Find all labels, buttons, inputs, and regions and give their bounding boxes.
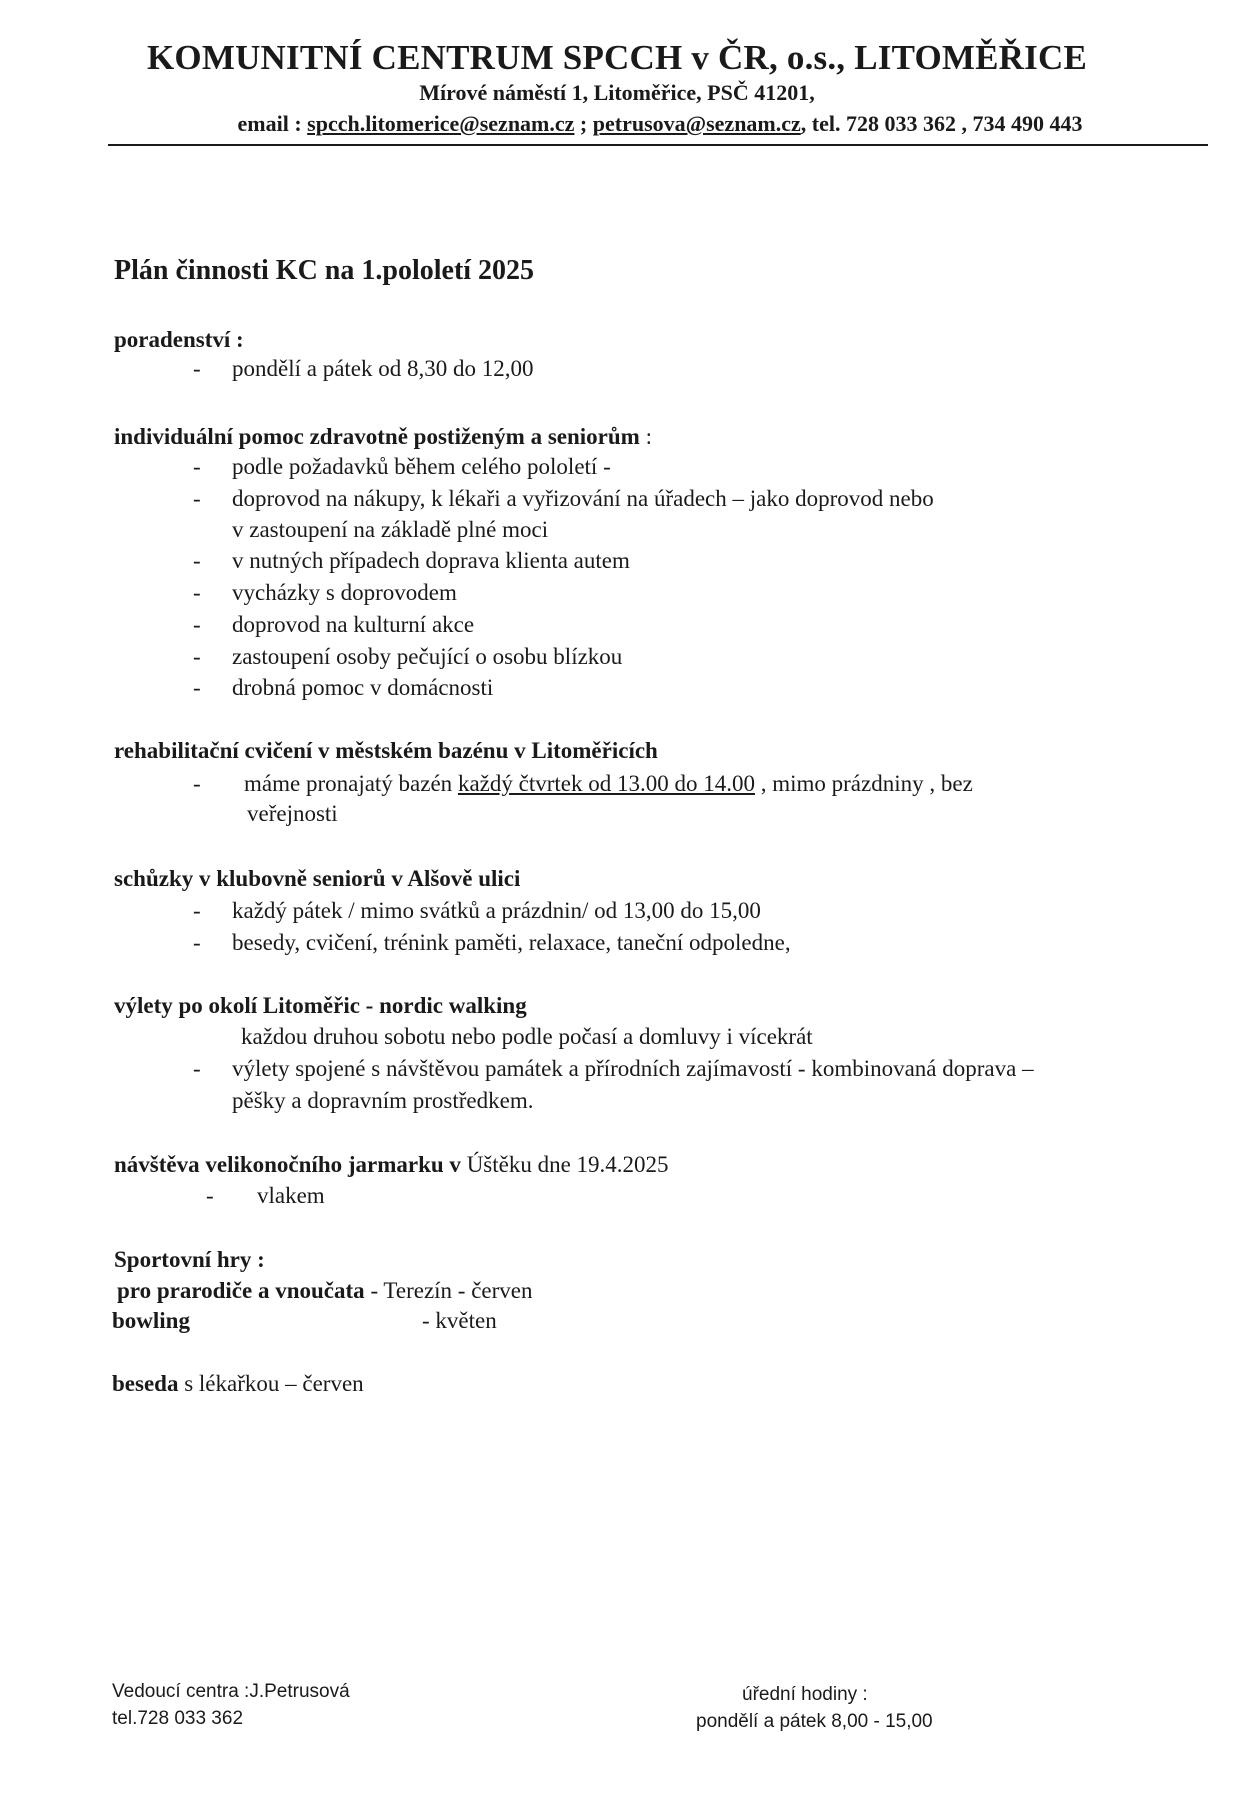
- footer-phone: tel.728 033 362: [112, 1708, 244, 1729]
- list-dash: -: [193, 1056, 201, 1081]
- beseda-line: [112, 1371, 364, 1397]
- footer-office-hours-label: úřední hodiny :: [742, 1684, 868, 1705]
- list-item: doprovod na kulturní akce: [232, 612, 475, 637]
- letterhead-address: Mírové náměstí 1, Litoměřice, PSČ 41201,: [419, 80, 815, 105]
- plan-title: Plán činnosti KC na 1.pololetí 2025: [114, 255, 535, 286]
- list-item: pondělí a pátek od 8,30 do 12,00: [232, 356, 534, 381]
- section-heading-sport: Sportovní hry :: [114, 1247, 265, 1272]
- list-dash: -: [193, 580, 201, 605]
- section-heading-poradenstvi: poradenství :: [114, 327, 244, 352]
- list-dash: -: [193, 644, 201, 669]
- beseda-details: s lékařkou – červen: [178, 1371, 364, 1396]
- list-dash: -: [193, 356, 201, 381]
- heading-colon: :: [639, 424, 652, 449]
- email-link-2[interactable]: petrusova@seznam.cz: [592, 111, 801, 136]
- list-item-continuation: v zastoupení na základě plné moci: [232, 517, 549, 542]
- letterhead-title: KOMUNITNÍ CENTRUM SPCCH v ČR, o.s., LITOMĚŘICE: [146, 38, 1087, 77]
- email-label: email :: [237, 111, 308, 136]
- list-item: drobná pomoc v domácnosti: [232, 675, 494, 700]
- list-item: vycházky s doprovodem: [232, 580, 457, 605]
- sport-details: - květen: [422, 1308, 497, 1333]
- section-heading-vylety: výlety po okolí Litoměřic - nordic walking: [114, 993, 527, 1018]
- letterhead-divider: [108, 144, 1208, 146]
- list-item: výlety spojené s návštěvou památek a přírodních zajímavostí - kombinovaná doprava –: [232, 1056, 1034, 1081]
- item-text: máme pronajatý bazén: [244, 771, 458, 796]
- heading-text: individuální pomoc zdravotně postiženým a seniorům: [114, 424, 640, 449]
- section-heading-klubovna: schůzky v klubovně seniorů v Alšově ulici: [114, 866, 521, 891]
- list-item: v nutných případech doprava klienta autem: [232, 548, 630, 573]
- sport-details: - Terezín - červen: [364, 1278, 533, 1303]
- section-heading-pomoc: [114, 424, 652, 450]
- heading-date: Úštěku dne 19.4.2025: [460, 1152, 669, 1177]
- sport-row: [117, 1278, 533, 1304]
- list-item: zastoupení osoby pečující o osobu blízkou: [232, 644, 623, 669]
- email-separator: ;: [574, 111, 593, 136]
- list-item-continuation: veřejnosti: [247, 801, 338, 826]
- item-schedule: každý čtvrtek od 13.00 do 14.00: [457, 771, 755, 796]
- list-item: besedy, cvičení, trénink paměti, relaxace, taneční odpoledne,: [232, 930, 791, 955]
- list-item: doprovod na nákupy, k lékaři a vyřizování na úřadech – jako doprovod nebo: [232, 486, 934, 511]
- list-dash: -: [193, 612, 201, 637]
- list-dash: -: [193, 898, 201, 923]
- heading-text: návštěva velikonočního jarmarku v: [114, 1152, 461, 1177]
- list-item-continuation: pěšky a dopravním prostředkem.: [232, 1088, 534, 1113]
- sport-name: bowling: [112, 1308, 190, 1333]
- list-dash: -: [193, 930, 201, 955]
- list-item: podle požadavků během celého pololetí -: [232, 454, 611, 479]
- list-item: každý pátek / mimo svátků a prázdnin/ od 13,00 do 15,00: [232, 898, 761, 923]
- list-item: vlakem: [257, 1183, 325, 1208]
- email-link-1[interactable]: spcch.litomerice@seznam.cz: [307, 111, 575, 136]
- list-dash: -: [193, 771, 201, 796]
- sport-name: pro prarodiče a vnoučata: [117, 1278, 365, 1303]
- list-dash: -: [193, 548, 201, 573]
- footer-office-hours: pondělí a pátek 8,00 - 15,00: [696, 1711, 933, 1732]
- letterhead-contact: [112, 111, 1208, 137]
- footer-manager: Vedoucí centra :J.Petrusová: [112, 1681, 350, 1702]
- list-dash: -: [193, 486, 201, 511]
- beseda-label: beseda: [112, 1371, 179, 1396]
- phone-numbers: , tel. 728 033 362 , 734 490 443: [800, 111, 1083, 136]
- item-text: , mimo prázdniny , bez: [754, 771, 973, 796]
- list-dash: -: [193, 675, 201, 700]
- section-heading-jarmark: [114, 1152, 669, 1178]
- list-dash: -: [193, 454, 201, 479]
- list-item: každou druhou sobotu nebo podle počasí a domluvy i vícekrát: [241, 1024, 813, 1049]
- list-item: [244, 771, 973, 797]
- list-dash: -: [206, 1183, 214, 1208]
- section-heading-bazen: rehabilitační cvičení v městském bazénu v Litoměřicích: [114, 738, 658, 763]
